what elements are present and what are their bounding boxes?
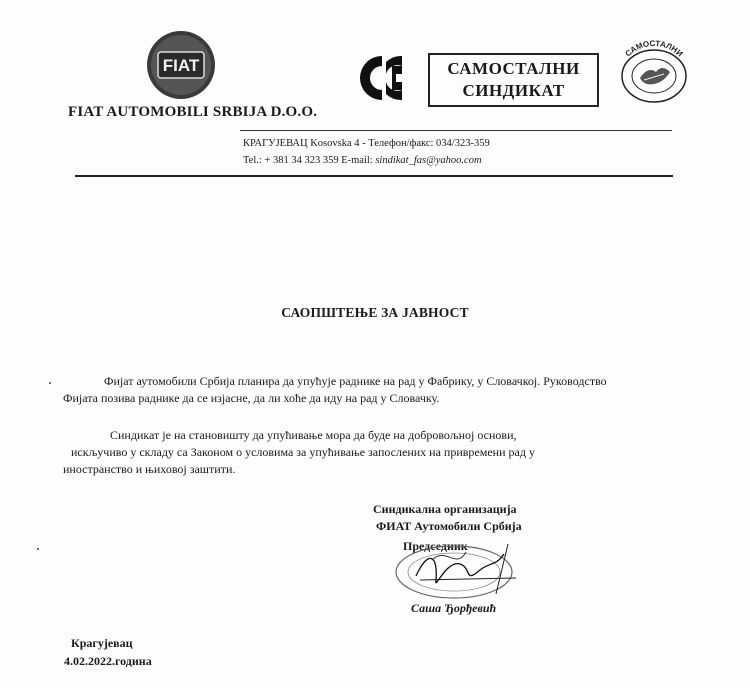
address-line: КРАГУЈЕВАЦ Kosovska 4 - Телефон/факс: 034/323-359 <box>243 138 490 149</box>
signature-role: Председник <box>403 539 468 553</box>
union-seal-logo <box>612 36 696 106</box>
union-name-line1: САМОСТАЛНИ <box>447 59 580 78</box>
signatory-name: Саша Ђорђевић <box>411 601 497 615</box>
svg-text:САМОСТАЛНИ: САМОСТАЛНИ <box>623 38 685 59</box>
union-name-box <box>428 53 599 107</box>
signature-org-line-1: Синдикална организација <box>373 502 517 516</box>
svg-text:FIAT: FIAT <box>162 56 200 75</box>
signature-org-line-2: ФИАТ Аутомобили Србија <box>376 519 522 533</box>
paragraph-2-line-1: Синдикат је на становишту да упућивање мора да буде на добровољној основи, <box>110 428 517 442</box>
paragraph-2-line-2: искључиво у складу са Законом о условима за упућивање запослених на привремени рад у <box>71 445 535 459</box>
header-rule-thin <box>240 130 672 131</box>
union-cc-logo <box>352 52 410 104</box>
email-link[interactable]: sindikat_fas@yahoo.com <box>375 155 482 166</box>
contact-line <box>243 155 482 166</box>
scan-speck <box>37 548 39 550</box>
company-name: FIAT AUTOMOBILI SRBIJA D.O.O. <box>68 104 318 120</box>
tel-text: Tel.: + 381 34 323 359 E-mail: <box>243 155 376 166</box>
paragraph-2-line-3: иностранство и њиховој заштити. <box>63 462 236 476</box>
paragraph-1-line-1: Фијат аутомобили Србија планира да упућује раднике на рад у Фабрику, у Словачкој. Руководство <box>104 374 607 388</box>
issue-place: Крагујевац <box>71 636 133 650</box>
stamp-and-signature <box>376 540 556 604</box>
issue-date: 4.02.2022.година <box>64 654 152 668</box>
scan-speck <box>49 382 51 384</box>
document-title: САОПШТЕЊЕ ЗА ЈАВНОСТ <box>281 305 469 320</box>
paragraph-1-line-2: Фијата позива раднике да се изјасне, да ли хоће да иду на рад у Словачку. <box>63 391 440 405</box>
union-name-line2: СИНДИКАТ <box>462 81 565 100</box>
header-rule-thick <box>75 175 673 177</box>
fiat-logo <box>146 30 216 100</box>
